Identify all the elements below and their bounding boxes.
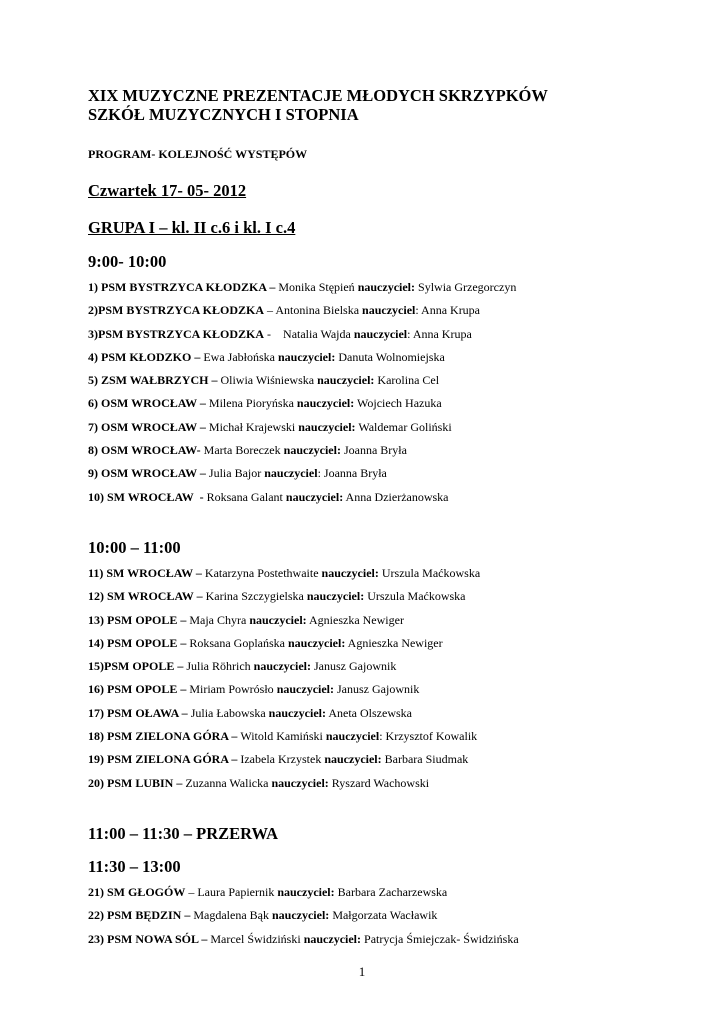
student-name: Monika Stępień <box>278 280 358 294</box>
participant-list-3 <box>88 881 698 951</box>
teacher-label: nauczyciel: <box>278 349 336 364</box>
student-name: Katarzyna Postethwaite <box>204 565 322 580</box>
school-name: 10) SM WROCŁAW - <box>88 489 207 504</box>
participant-entry <box>88 655 698 678</box>
teacher-name: Barbara Zacharzewska <box>334 884 448 899</box>
teacher-name: Sylwia Grzegorczyn <box>415 280 517 294</box>
teacher-name: Urszula Maćkowska <box>378 565 481 580</box>
teacher-label: nauczyciel: <box>288 635 346 650</box>
teacher-name: Anna Dzierżanowska <box>343 489 449 504</box>
student-name: - Natalia Wajda <box>264 326 354 341</box>
title-line-2: SZKÓŁ MUZYCZNYCH I STOPNIA <box>88 105 359 124</box>
teacher-name: Agnieszka Newiger <box>345 635 443 650</box>
teacher-name: Aneta Olszewska <box>326 705 412 720</box>
school-name: 12) SM WROCŁAW – <box>88 589 206 604</box>
teacher-label: nauczyciel: <box>296 396 355 411</box>
student-name: Roksana Goplańska <box>189 635 288 650</box>
student-name: Miriam Powrósło <box>189 682 277 697</box>
teacher-name: Janusz Gajownik <box>311 659 397 674</box>
teacher-label: nauczyciel: <box>271 775 329 790</box>
school-name: 3)PSM BYSTRZYCA KŁODZKA <box>88 326 265 341</box>
student-name: Roksana Galant <box>206 489 286 504</box>
student-name: – Laura Papiernik <box>185 884 278 899</box>
teacher-name: Janusz Gajownik <box>334 682 420 697</box>
time-slot-3: 11:30 – 13:00 <box>88 856 181 876</box>
teacher-label: nauczyciel: <box>298 419 356 434</box>
group-heading: GRUPA I – kl. II c.6 i kl. I c.4 <box>88 218 296 237</box>
teacher-name: Joanna Bryła <box>340 443 407 458</box>
student-name: Marta Boreczek <box>203 443 284 458</box>
day-heading: Czwartek 17- 05- 2012 <box>88 181 247 200</box>
school-name: 6) OSM WROCŁAW – <box>88 396 209 411</box>
teacher-name: Małgorzata Wacławik <box>329 908 438 923</box>
participant-entry <box>88 462 698 485</box>
teacher-name: Ryszard Wachowski <box>328 775 430 790</box>
student-name: Michał Krajewski <box>208 419 299 434</box>
teacher-name: : Anna Krupa <box>407 326 472 341</box>
teacher-label: nauczyciel <box>353 326 408 341</box>
participant-entry <box>88 299 698 322</box>
participant-entry <box>88 748 698 771</box>
school-name: 13) PSM OPOLE – <box>88 612 190 627</box>
student-name: Ewa Jabłońska <box>203 349 278 364</box>
school-name: 15)PSM OPOLE – <box>88 659 187 674</box>
school-name: 8) OSM WROCŁAW- <box>88 443 204 458</box>
teacher-label: nauczyciel: <box>268 705 326 720</box>
participant-entry <box>88 562 698 585</box>
participant-entry <box>88 346 698 369</box>
school-name: 16) PSM OPOLE – <box>88 682 190 697</box>
school-name: 21) SM GŁOGÓW <box>88 884 186 899</box>
time-slot-2: 10:00 – 11:00 <box>88 537 181 557</box>
teacher-name: : Joanna Bryła <box>317 466 387 481</box>
teacher-name: Patrycja Śmiejczak- Świdzińska <box>361 931 519 946</box>
teacher-label: nauczyciel: <box>285 489 344 504</box>
student-name: Magdalena Bąk <box>193 908 272 923</box>
participant-list-2 <box>88 562 698 795</box>
document-page <box>88 86 698 951</box>
school-name: 7) OSM WROCŁAW – <box>88 419 209 434</box>
teacher-label: nauczyciel: <box>306 589 365 604</box>
participant-entry <box>88 678 698 701</box>
school-name: 19) PSM ZIELONA GÓRA – <box>88 752 241 767</box>
teacher-name: Wojciech Hazuka <box>354 396 442 411</box>
title-line-1: XIX MUZYCZNE PREZENTACJE MŁODYCH SKRZYPKÓW <box>88 86 548 105</box>
student-name: – Antonina Bielska <box>264 303 363 318</box>
participant-entry <box>88 416 698 439</box>
teacher-name: Agnieszka Newiger <box>306 612 404 627</box>
teacher-name: Danuta Wolnomiejska <box>335 349 445 364</box>
teacher-label: nauczyciel: <box>283 443 341 458</box>
teacher-name: : Krzysztof Kowalik <box>379 729 478 744</box>
participant-entry <box>88 772 698 795</box>
participant-entry <box>88 323 698 346</box>
teacher-label: nauczyciel: <box>321 565 379 580</box>
school-name: 14) PSM OPOLE – <box>88 635 190 650</box>
teacher-label: nauczyciel <box>362 303 416 318</box>
school-name: 11) SM WROCŁAW – <box>88 565 205 580</box>
participant-entry <box>88 609 698 632</box>
school-name: 17) PSM OŁAWA – <box>88 705 191 720</box>
participant-entry <box>88 439 698 462</box>
teacher-label: nauczyciel: <box>277 884 335 899</box>
teacher-name: : Anna Krupa <box>415 303 481 318</box>
participant-entry <box>88 928 698 951</box>
participant-entry <box>88 702 698 725</box>
teacher-label: nauczyciel: <box>357 280 416 294</box>
student-name: Karina Szczygielska <box>205 589 307 604</box>
participant-entry <box>88 276 698 299</box>
student-name: Milena Piorуńska <box>208 396 297 411</box>
school-name: 9) OSM WROCŁAW – <box>88 466 209 481</box>
teacher-label: nauczyciel <box>264 466 318 481</box>
teacher-name: Waldemar Goliński <box>355 419 452 434</box>
participant-list-1 <box>88 276 698 509</box>
school-name: 1) PSM BYSTRZYCA KŁODZKA – <box>88 280 279 294</box>
participant-entry <box>88 369 698 392</box>
program-label: PROGRAM- KOLEJNOŚĆ WYSTĘPÓW <box>88 147 308 161</box>
student-name: Izabela Krzystek <box>240 752 325 767</box>
participant-entry <box>88 392 698 415</box>
teacher-label: nauczyciel: <box>276 682 335 697</box>
student-name: Julia Röhrich <box>186 659 254 674</box>
student-name: Marcel Świdziński <box>210 931 304 946</box>
page-number: 1 <box>358 964 366 979</box>
participant-entry <box>88 486 698 509</box>
teacher-name: Urszula Maćkowska <box>364 589 466 604</box>
teacher-label: nauczyciel: <box>271 908 330 923</box>
teacher-label: nauczyciel: <box>324 752 382 767</box>
school-name: 2)PSM BYSTRZYCA KŁODZKA <box>88 303 265 318</box>
teacher-name: Barbara Siudmak <box>381 752 469 767</box>
participant-entry <box>88 632 698 655</box>
student-name: Witold Kamiński <box>240 729 326 744</box>
school-name: 20) PSM LUBIN – <box>88 775 186 790</box>
school-name: 5) ZSM WAŁBRZYCH – <box>88 373 221 388</box>
participant-entry <box>88 881 698 904</box>
student-name: Maja Chyra <box>189 612 250 627</box>
time-slot-1: 9:00- 10:00 <box>88 252 167 271</box>
student-name: Oliwia Wiśniewska <box>220 373 318 388</box>
participant-entry <box>88 585 698 608</box>
school-name: 18) PSM ZIELONA GÓRA – <box>88 729 241 744</box>
teacher-label: nauczyciel: <box>303 931 362 946</box>
teacher-label: nauczyciel <box>325 729 380 744</box>
school-name: 4) PSM KŁODZKO – <box>88 349 204 364</box>
teacher-name: Karolina Cel <box>374 373 440 388</box>
school-name: 23) PSM NOWA SÓL – <box>88 931 211 946</box>
participant-entry <box>88 725 698 748</box>
student-name: Zuzanna Walicka <box>185 775 272 790</box>
student-name: Julia Łabowska <box>190 705 269 720</box>
break-heading: 11:00 – 11:30 – PRZERWA <box>88 823 279 843</box>
teacher-label: nauczyciel: <box>249 612 307 627</box>
teacher-label: nauczyciel: <box>317 373 375 388</box>
teacher-label: nauczyciel: <box>253 659 311 674</box>
participant-entry <box>88 904 698 927</box>
student-name: Julia Bajor <box>208 466 265 481</box>
school-name: 22) PSM BĘDZIN – <box>88 908 194 923</box>
document-title <box>88 86 698 124</box>
